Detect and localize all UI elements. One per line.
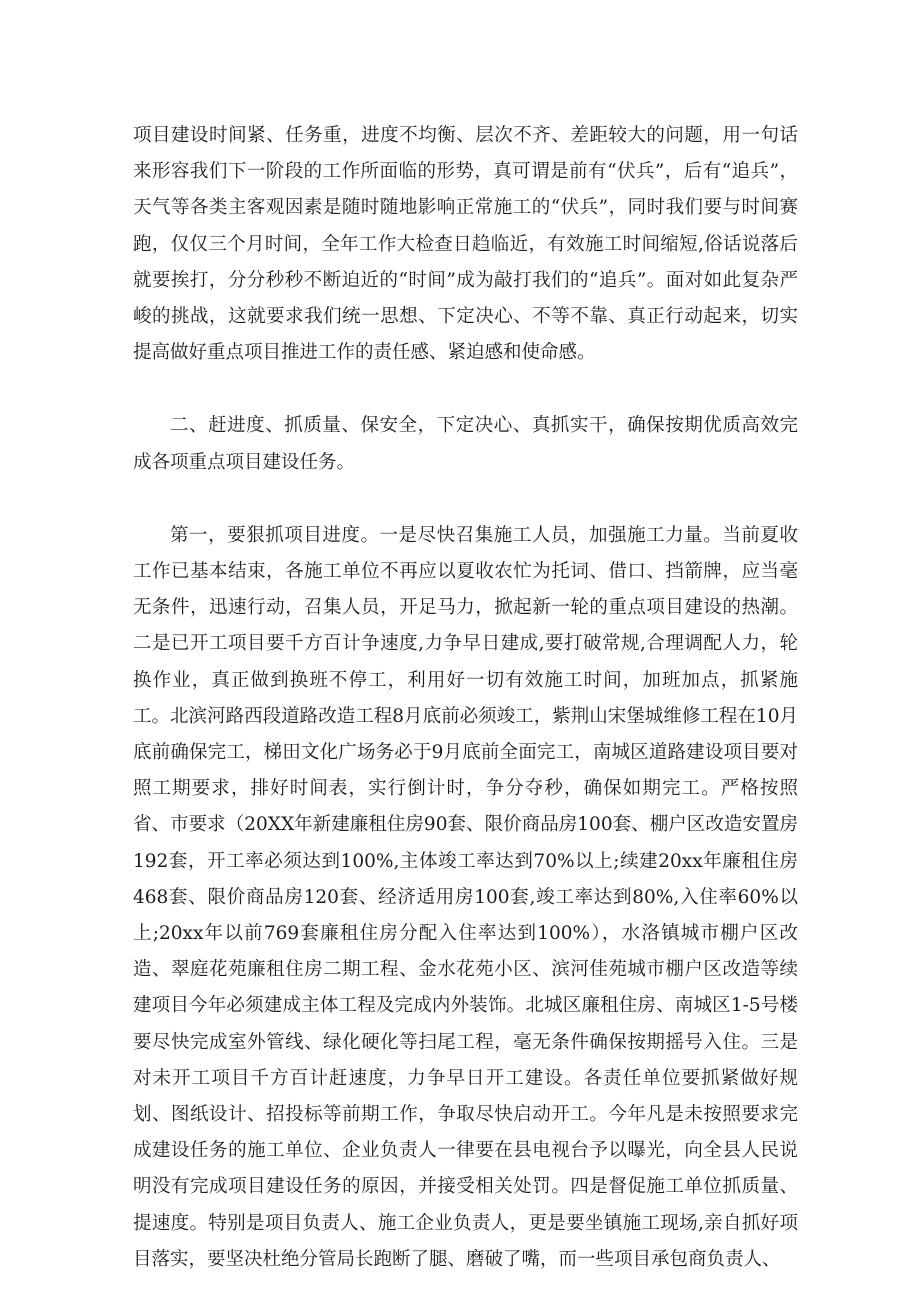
paragraph-situation: 项目建设时间紧、任务重，进度不均衡、层次不齐、差距较大的问题，用一句话来形容我们下一阶段的工作所面临的形势，真可谓是前有“伏兵”，后有“追兵”，天气等各类主客观因素是随时随地影响正常施工的“伏兵”，同时我们要与时间赛跑，仅仅三个月时间，全年工作大检查日趋临近，有效施工时间缩短,俗话说落后就要挨打，分分秒秒不断迫近的“时间”成为敲打我们的“追兵”。面对如此复杂严峻的挑战，这就要求我们统一思想、下定决心、不等不靠、真正行动起来，切实提高做好重点项目推进工作的责任感、紧迫感和使命感。	[133, 125, 798, 364]
paragraph-section-heading-2: 二、赶进度、抓质量、保安全，下定决心、真抓实干，确保按期优质高效完成各项重点项目建设任务。	[133, 415, 798, 473]
document-body	[133, 118, 798, 1278]
paragraph-first-point-progress: 第一，要狠抓项目进度。一是尽快召集施工人员，加强施工力量。当前夏收工作已基本结束，各施工单位不再应以夏收农忙为托词、借口、挡箭牌，应当毫无条件，迅速行动，召集人员，开足马力，掀起新一轮的重点项目建设的热潮。二是已开工项目要千方百计争速度,力争早日建成,要打破常规,合理调配人力，轮换作业，真正做到换班不停工，利用好一切有效施工时间，加班加点，抓紧施工。北滨河路西段道路改造工程8月底前必须竣工，紫荆山宋堡城维修工程在10月底前确保完工，梯田文化广场务必于9月底前全面完工，南城区道路建设项目要对照工期要求，排好时间表，实行倒计时，争分夺秒，确保如期完工。严格按照省、市要求（20XX年新建廉租住房90套、限价商品房100套、棚户区改造安置房192套，开工率必须达到100%,主体竣工率达到70%以上;续建20xx年廉租住房468套、限价商品房120套、经济适用房100套,竣工率达到80%,入住率60%以上;20xx年以前769套廉租住房分配入住率达到100%），水洛镇城市棚户区改造、翠庭花苑廉租住房二期工程、金水花苑小区、滨河佳苑城市棚户区改造等续建项目今年必须建成主体工程及完成内外装饰。北城区廉租住房、南城区1-5号楼要尽快完成室外管线、绿化硬化等扫尾工程，毫无条件确保按期摇号入住。三是对未开工项目千方百计赶速度，力争早日开工建设。各责任单位要抓紧做好规划、图纸设计、招投标等前期工作，争取尽快启动开工。今年凡是未按照要求完成建设任务的施工单位、企业负责人一律要在县电视台予以曝光，向全县人民说明没有完成项目建设任务的原因，并接受相关处罚。四是督促施工单位抓质量、提速度。特别是项目负责人、施工企业负责人，更是要坐镇施工现场,亲自抓好项目落实，要坚决杜绝分管局长跑断了腿、磨破了嘴，而一些项目承包商负责人、	[133, 524, 798, 1270]
